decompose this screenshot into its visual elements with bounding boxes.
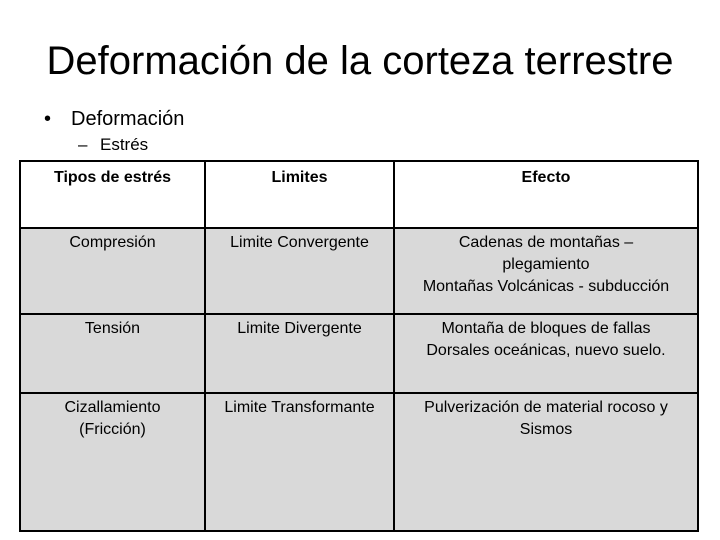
cell-effect (394, 314, 698, 393)
effect-line: plegamiento (502, 256, 590, 273)
cell-limit: Limite Transformante (205, 393, 394, 531)
cell-limit: Limite Divergente (205, 314, 394, 393)
bullet-item-deformacion (44, 106, 184, 132)
effect-line: Dorsales oceánicas, nuevo suelo. (426, 342, 666, 359)
cell-stress-type (20, 393, 205, 531)
effect-line: Montañas Volcánicas - subducción (422, 278, 670, 295)
cell-stress-type: Tensión (20, 314, 205, 393)
type-line: (Fricción) (79, 421, 146, 438)
effect-line: Pulverización de material rocoso y (424, 399, 668, 416)
table-row (20, 228, 698, 314)
table-row (20, 393, 698, 531)
header-limites: Limites (205, 161, 394, 228)
cell-effect (394, 393, 698, 531)
sub-bullet-item-estres (78, 134, 148, 156)
table-row (20, 314, 698, 393)
cell-stress-type: Compresión (20, 228, 205, 314)
cell-effect (394, 228, 698, 314)
dash-icon: – (78, 135, 88, 154)
header-efecto: Efecto (394, 161, 698, 228)
bullet-label: Deformación (71, 108, 185, 130)
type-line: Cizallamiento (64, 399, 161, 416)
effect-line: Sismos (519, 421, 573, 438)
table-header-row (20, 161, 698, 228)
slide-title: Deformación de la corteza terrestre (46, 39, 674, 83)
header-tipos-de-estres: Tipos de estrés (20, 161, 205, 228)
effect-line: Montaña de bloques de fallas (441, 320, 651, 337)
sub-bullet-label: Estrés (100, 135, 149, 154)
bullet-dot-icon: • (44, 108, 52, 130)
effect-line: Cadenas de montañas – (458, 234, 634, 251)
cell-limit: Limite Convergente (205, 228, 394, 314)
stress-table (19, 160, 699, 532)
